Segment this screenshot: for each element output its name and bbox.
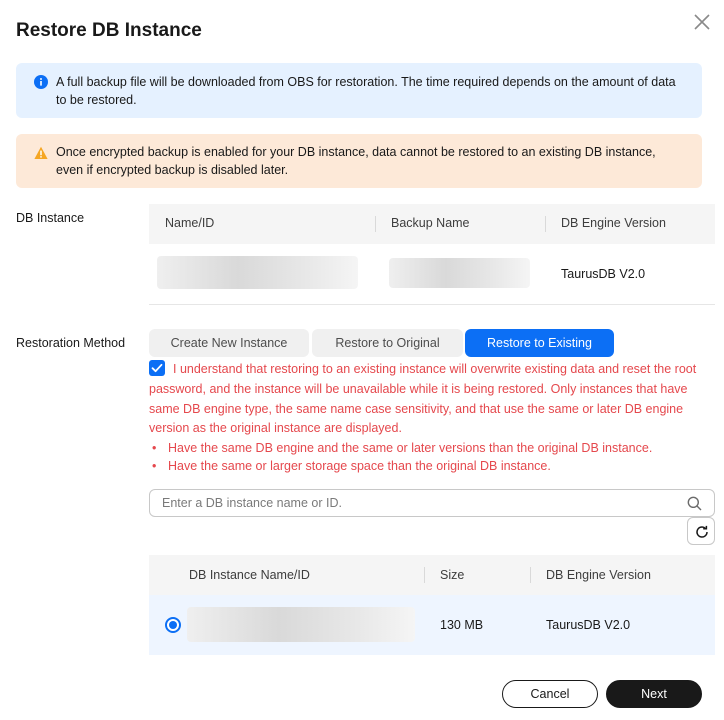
search-input[interactable] [162,490,672,516]
column-divider [530,567,531,583]
search-box [149,489,715,517]
table-row[interactable] [149,595,715,655]
requirement-item: • Have the same or larger storage space than the original DB instance. [152,457,652,475]
requirements-list [152,439,652,475]
warning-alert [16,134,702,188]
acknowledge-checkbox[interactable] [149,360,165,376]
cancel-button[interactable]: Cancel [502,680,598,708]
acknowledgement-text: I understand that restoring to an existing instance will overwrite existing data and reset the root password, and the instance will be unavailable while it is being restored. Only instances that have same DB engine type, the same name case sensitivity, and that use the same or later DB engine version as the original instance are displayed. [149,362,697,436]
tab-create-new-instance[interactable]: Create New Instance [149,329,309,357]
column-divider [545,216,546,232]
close-icon[interactable] [692,12,712,32]
search-icon[interactable] [687,496,702,511]
info-icon [34,75,48,89]
refresh-icon [694,524,710,540]
requirement-item: • Have the same DB engine and the same or later versions than the original DB instance. [152,439,652,457]
size-value: 130 MB [440,618,484,632]
db-instance-table-header [149,204,715,244]
tab-restore-to-existing[interactable]: Restore to Existing [465,329,614,357]
db-instance-row [149,244,715,305]
redacted-target-name [187,607,415,642]
column-divider [375,216,376,232]
target-table-header [149,555,715,595]
engine-version-value: TaurusDB V2.0 [546,618,631,632]
info-alert [16,63,702,118]
restoration-method-label: Restoration Method [16,336,126,350]
column-instance-name-id: DB Instance Name/ID [189,568,310,582]
db-instance-label: DB Instance [16,211,85,225]
column-engine-version: DB Engine Version [561,216,666,230]
column-size: Size [440,568,465,582]
column-name-id: Name/ID [165,216,215,230]
row-select-radio[interactable] [165,617,181,633]
warning-alert-text: Once encrypted backup is enabled for your DB instance, data cannot be restored to an existing DB instance, even if encrypted backup is disabled later. [56,145,656,177]
info-alert-text: A full backup file will be downloaded from OBS for restoration. The time required depends on the amount of data to be restored. [56,75,676,107]
redacted-backup-name [389,258,530,288]
column-divider [424,567,425,583]
next-button[interactable]: Next [606,680,702,708]
refresh-button[interactable] [687,517,715,545]
warning-icon [34,146,48,160]
checkmark-icon [149,360,165,376]
redacted-instance-name [157,256,358,289]
dialog-title: Restore DB Instance [16,20,202,41]
tab-restore-to-original[interactable]: Restore to Original [312,329,463,357]
column-backup-name: Backup Name [391,216,470,230]
column-engine-version: DB Engine Version [546,568,651,582]
engine-version-value: TaurusDB V2.0 [561,267,646,281]
